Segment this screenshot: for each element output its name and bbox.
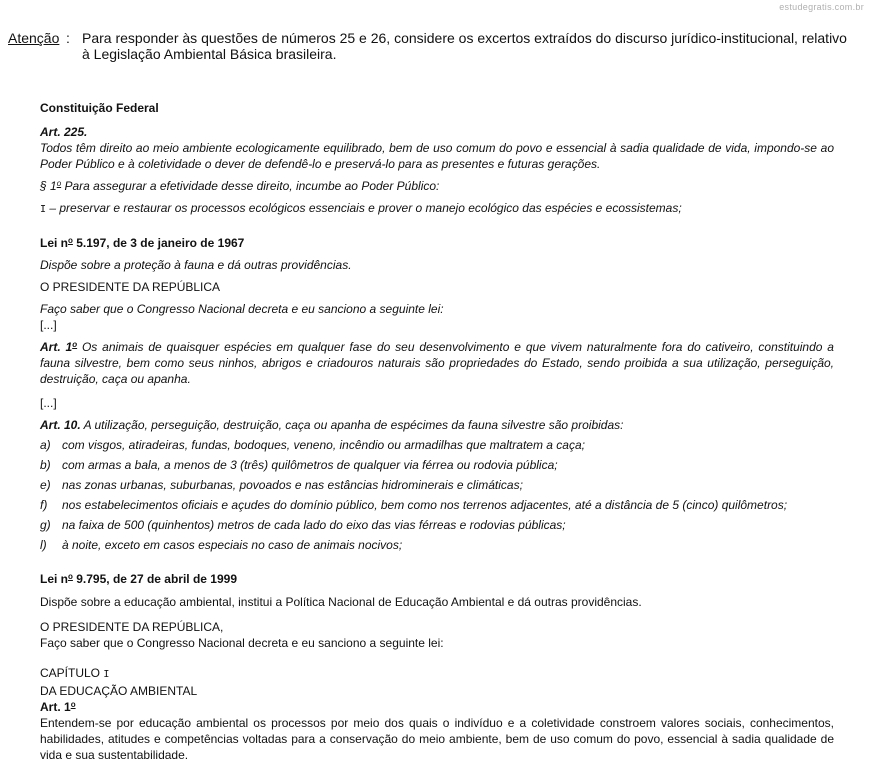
cf-art225-label: Art. 225. <box>40 125 88 139</box>
lei2-title-sup: o <box>68 572 73 581</box>
cf-par-text: Para assegurar a efetividade desse direito, incumbe ao Poder Público: <box>61 179 440 193</box>
lei2-title-post: 9.795, de 27 de abril de 1999 <box>72 572 238 586</box>
lei1-art10-label: Art. 10. <box>40 418 81 432</box>
lei1-alineas <box>40 437 834 553</box>
cf-par-pre: § 1 <box>40 179 57 193</box>
lei2-title <box>40 571 834 587</box>
alinea-text: à noite, exceto em casos especiais no caso de animais nocivos; <box>62 538 403 552</box>
alinea-letter: a) <box>40 438 51 452</box>
lei2-ementa: Dispõe sobre a educação ambiental, institui a Política Nacional de Educação Ambiental e dá outras providências. <box>40 595 642 609</box>
lei1-title-post: 5.197, de 3 de janeiro de 1967 <box>72 236 245 250</box>
lei1-title <box>40 235 834 251</box>
lei1-title-pre: Lei n <box>40 236 69 250</box>
alinea-letter: e) <box>40 478 51 492</box>
cf-inciso-text: – preservar e restaurar os processos ecológicos essenciais e prover o manejo ecológico das espécies e ecossistemas; <box>46 201 682 215</box>
attention-label: Atenção <box>8 30 60 46</box>
alinea-letter: l) <box>40 538 47 552</box>
lei2-capitulo <box>40 665 834 683</box>
lei1-art1-pre: Art. 1 <box>40 340 73 354</box>
lei2-faco-saber: Faço saber que o Congresso Nacional decreta e eu sanciono a seguinte lei: <box>40 636 444 650</box>
legislation-excerpts <box>40 100 834 763</box>
lei2-capitulo-pre: CAPÍTULO <box>40 666 104 680</box>
alinea-text: com armas a bala, a menos de 3 (três) quilômetros de qualquer via férrea ou rodovia pública; <box>62 458 558 472</box>
cf-inciso-1 <box>40 200 834 218</box>
lei2-art1-pre: Art. 1 <box>40 700 71 714</box>
alinea-text: com visgos, atiradeiras, fundas, bodoques, veneno, incêndio ou armadilhas que maltratem a caça; <box>62 438 585 452</box>
lei1-art10 <box>40 417 834 433</box>
lei2-title-pre: Lei n <box>40 572 69 586</box>
watermark: estudegratis.com.br <box>779 2 864 12</box>
alinea-letter: b) <box>40 458 51 472</box>
alinea-letter: g) <box>40 518 51 532</box>
attention-note <box>8 30 856 62</box>
lei1-ementa: Dispõe sobre a proteção à fauna e dá outras providências. <box>40 258 352 272</box>
lei1-title-sup: o <box>68 236 73 245</box>
alinea-f <box>40 497 834 513</box>
cf-art225-text: Todos têm direito ao meio ambiente ecologicamente equilibrado, bem de uso comum do povo e essencial à sadia qualidade de vida, impondo-se ao Poder Público e à coletividade o dever de defendê-lo e preservá-lo para as presentes e futuras gerações. <box>40 141 834 171</box>
lei1-art10-text: A utilização, perseguição, destruição, caça ou apanha de espécimes da fauna silvestre são proibidas: <box>80 418 624 432</box>
cf-title: Constituição Federal <box>40 101 159 115</box>
alinea-l <box>40 537 834 553</box>
alinea-e <box>40 477 834 493</box>
lei2-capitulo-title: DA EDUCAÇÃO AMBIENTAL <box>40 684 198 698</box>
lei1-ellipsis-1: [...] <box>40 318 57 332</box>
lei1-presidente: O PRESIDENTE DA REPÚBLICA <box>40 280 221 294</box>
alinea-b <box>40 457 834 473</box>
lei2-presidente: O PRESIDENTE DA REPÚBLICA, <box>40 620 224 634</box>
attention-text: Para responder às questões de números 25 e 26, considere os excertos extraídos do discurso jurídico-institucional, relativo à Legislação Ambiental Básica brasileira. <box>82 30 847 62</box>
attention-colon: : <box>66 30 70 46</box>
alinea-text: nos estabelecimentos oficiais e açudes do domínio público, bem como nos terrenos adjacentes, até a distância de 5 (cinco) quilômetros; <box>62 498 788 512</box>
lei1-ellipsis-2: [...] <box>40 396 57 410</box>
lei1-art1-text: Os animais de quaisquer espécies em qualquer fase do seu desenvolvimento e que vivem naturalmente fora do cativeiro, constituindo a fauna silvestre, bem como seus ninhos, abrigos e criadouros naturais são propriedades do Estado, sendo proibida a sua utilização, perseguição, destruição, caça ou apanha. <box>40 340 834 386</box>
cf-paragraph-1 <box>40 178 834 194</box>
alinea-letter: f) <box>40 498 48 512</box>
alinea-a <box>40 437 834 453</box>
lei2-art1-label <box>40 699 834 715</box>
cf-inciso-roman: I <box>40 204 47 215</box>
lei2-capitulo-roman: I <box>103 669 110 680</box>
alinea-text: nas zonas urbanas, suburbanas, povoados e nas estâncias hidrominerais e climáticas; <box>62 478 523 492</box>
lei1-art1-sup: o <box>72 340 78 349</box>
lei2-art1-text: Entendem-se por educação ambiental os processos por meio dos quais o indivíduo e a coletividade constroem valores sociais, conhecimentos, habilidades, atitudes e competências voltadas para a conservação do meio ambiente, bem de uso comum do povo, essencial à sadia qualidade de vida e sua sustentabilidade. <box>40 716 834 762</box>
alinea-text: na faixa de 500 (quinhentos) metros de cada lado do eixo das vias férreas e rodovias públicas; <box>62 518 566 532</box>
cf-par-sup: o <box>56 179 62 188</box>
alinea-g <box>40 517 834 533</box>
lei1-art1 <box>40 339 834 387</box>
lei1-faco-saber: Faço saber que o Congresso Nacional decreta e eu sanciono a seguinte lei: <box>40 302 444 316</box>
lei2-art1-sup: o <box>70 700 76 709</box>
